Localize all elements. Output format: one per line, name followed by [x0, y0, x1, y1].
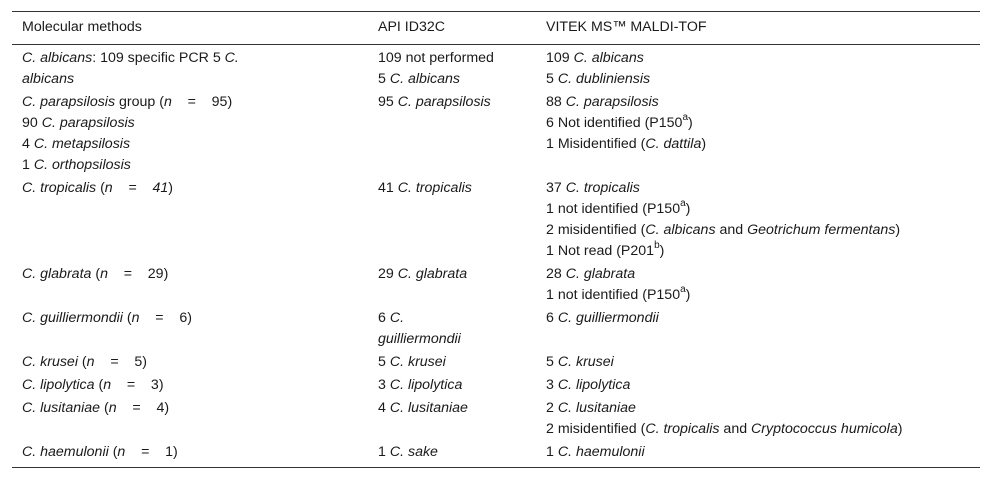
cell-text: (	[91, 266, 101, 282]
cell-text: 2 misidentified (	[546, 222, 646, 238]
taxon-name: C. krusei	[557, 354, 614, 370]
cell-line	[546, 48, 974, 69]
taxon-name: C. haemulonii	[22, 444, 109, 460]
taxon-name: C. albicans	[22, 50, 93, 66]
cell-api-id32c	[368, 91, 536, 177]
cell-text: = 29)	[107, 266, 169, 282]
cell-vitek-ms	[536, 177, 980, 263]
taxon-name: C. tropicalis	[397, 180, 472, 196]
cell-api-id32c	[368, 45, 536, 92]
table-row	[12, 177, 980, 263]
cell-molecular-method	[12, 45, 368, 92]
cell-text: group (	[115, 94, 164, 110]
footnote-marker: b	[654, 240, 660, 252]
cell-line	[378, 48, 530, 69]
taxon-name: C. albicans	[389, 71, 461, 87]
cell-line	[546, 308, 974, 329]
cell-line	[22, 398, 362, 419]
taxon-name: C.	[224, 50, 239, 66]
cell-line	[378, 442, 530, 463]
cell-line	[546, 178, 974, 199]
cell-line	[22, 264, 362, 285]
cell-line	[546, 264, 974, 285]
taxon-name: C. dubliniensis	[557, 71, 651, 87]
taxon-name: C. glabrata	[22, 266, 92, 282]
cell-line	[22, 442, 362, 463]
cell-vitek-ms	[536, 263, 980, 307]
taxon-name: n	[86, 354, 95, 370]
cell-vitek-ms	[536, 307, 980, 351]
cell-line	[22, 375, 362, 396]
header-vitek-ms: VITEK MS™ MALDI-TOF	[536, 12, 980, 45]
cell-line	[546, 199, 974, 220]
taxon-name: C. dattila	[645, 136, 702, 152]
cell-vitek-ms	[536, 91, 980, 177]
table-header	[12, 12, 980, 45]
cell-text: )	[168, 180, 174, 196]
cell-line	[22, 308, 362, 329]
cell-line	[22, 134, 362, 155]
taxon-name: C. tropicalis	[565, 180, 640, 196]
cell-line	[22, 113, 362, 134]
taxon-name: C. tropicalis	[645, 421, 720, 437]
cell-text: and	[715, 222, 748, 238]
cell-line	[22, 69, 362, 90]
cell-molecular-method	[12, 307, 368, 351]
taxon-name: Cryptococcus humicola	[751, 421, 898, 437]
cell-line	[546, 113, 974, 134]
cell-text: )	[897, 421, 903, 437]
cell-text: )	[688, 115, 693, 131]
cell-line	[546, 375, 974, 396]
cell-text: 5	[378, 71, 390, 87]
taxon-name: C. albicans	[645, 222, 716, 238]
cell-text: = 5)	[94, 354, 147, 370]
identification-comparison-table	[12, 11, 980, 468]
cell-text: 1 not identified (P150	[546, 287, 681, 303]
taxon-name: Geotrichum fermentans	[747, 222, 896, 238]
taxon-name: n	[108, 400, 117, 416]
taxon-name: n	[117, 444, 126, 460]
cell-line	[378, 69, 530, 90]
cell-text: )	[685, 201, 691, 217]
cell-vitek-ms	[536, 374, 980, 397]
header-api-id32c: API ID32C	[368, 12, 536, 45]
taxon-name: C. parapsilosis	[565, 94, 659, 110]
cell-line	[546, 419, 974, 440]
taxon-name: C. guilliermondii	[557, 310, 659, 326]
table-row	[12, 263, 980, 307]
cell-text: 90	[22, 115, 42, 131]
cell-api-id32c	[368, 441, 536, 468]
table-row	[12, 441, 980, 468]
results-table-container	[12, 11, 980, 468]
cell-text: 3	[546, 377, 558, 393]
cell-line	[378, 329, 530, 350]
cell-line	[378, 308, 530, 329]
cell-text: 6 Not identified (P150	[546, 115, 683, 131]
taxon-name: guilliermondii	[378, 331, 461, 347]
cell-molecular-method	[12, 374, 368, 397]
cell-text: 29	[378, 266, 398, 282]
taxon-name: C. metapsilosis	[33, 136, 131, 152]
cell-line	[22, 352, 362, 373]
cell-line	[378, 178, 530, 199]
cell-text: (	[77, 354, 87, 370]
cell-line	[546, 220, 974, 241]
cell-line	[378, 375, 530, 396]
cell-vitek-ms	[536, 45, 980, 92]
taxon-name: C. haemulonii	[557, 444, 645, 460]
cell-text: 1 not identified (P150	[546, 201, 681, 217]
cell-text: )	[659, 243, 665, 259]
table-body	[12, 45, 980, 468]
table-row	[12, 397, 980, 441]
cell-molecular-method	[12, 177, 368, 263]
taxon-name: 41	[152, 180, 169, 196]
cell-text: 88	[546, 94, 566, 110]
cell-line	[546, 352, 974, 373]
cell-text: 5	[546, 354, 558, 370]
taxon-name: n	[103, 377, 112, 393]
taxon-name: C. sake	[389, 444, 438, 460]
cell-text: 109 not performed	[378, 50, 494, 66]
cell-text: : 109 specific PCR 5	[92, 50, 225, 66]
cell-text: )	[895, 222, 901, 238]
cell-text: (	[96, 180, 105, 196]
header-molecular-methods: Molecular methods	[12, 12, 368, 45]
cell-line	[546, 134, 974, 155]
cell-text: and	[719, 421, 752, 437]
cell-text: 5	[546, 71, 558, 87]
taxon-name: C. orthopsilosis	[33, 157, 131, 173]
cell-text: (	[108, 444, 118, 460]
cell-api-id32c	[368, 307, 536, 351]
taxon-name: n	[100, 266, 108, 282]
cell-text: (	[94, 377, 104, 393]
taxon-name: C. lipolytica	[557, 377, 631, 393]
table-row	[12, 91, 980, 177]
taxon-name: C. lusitaniae	[389, 400, 468, 416]
taxon-name: C. albicans	[573, 50, 644, 66]
cell-molecular-method	[12, 91, 368, 177]
cell-text: 41	[378, 180, 398, 196]
footnote-marker: a	[680, 198, 686, 210]
taxon-name: C. guilliermondii	[22, 310, 123, 326]
cell-molecular-method	[12, 263, 368, 307]
cell-line	[22, 48, 362, 69]
cell-text: 1	[22, 157, 34, 173]
cell-text: 95	[378, 94, 398, 110]
header-row	[12, 12, 980, 45]
taxon-name: C. lipolytica	[22, 377, 95, 393]
taxon-name: C. krusei	[389, 354, 446, 370]
cell-text: 1	[378, 444, 390, 460]
taxon-name: C. glabrata	[397, 266, 468, 282]
taxon-name: C. lipolytica	[389, 377, 463, 393]
cell-molecular-method	[12, 441, 368, 468]
taxon-name: C. parapsilosis	[22, 94, 116, 110]
cell-text: 4	[378, 400, 390, 416]
cell-text: )	[701, 136, 707, 152]
cell-text: 109	[546, 50, 574, 66]
cell-line	[22, 178, 362, 199]
taxon-name: C.	[389, 310, 405, 326]
cell-text: = 1)	[125, 444, 178, 460]
cell-molecular-method	[12, 397, 368, 441]
cell-vitek-ms	[536, 441, 980, 468]
table-row	[12, 374, 980, 397]
cell-text: 3	[378, 377, 390, 393]
cell-text: 6	[378, 310, 390, 326]
cell-vitek-ms	[536, 397, 980, 441]
table-row	[12, 307, 980, 351]
taxon-name: C. lusitaniae	[22, 400, 101, 416]
cell-text: 37	[546, 180, 566, 196]
cell-text: 2 misidentified (	[546, 421, 646, 437]
taxon-name: C. lusitaniae	[557, 400, 636, 416]
table-row	[12, 351, 980, 374]
taxon-name: n	[163, 94, 172, 110]
cell-text: 1 Not read (P201	[546, 243, 655, 259]
cell-line	[546, 241, 974, 262]
cell-line	[22, 92, 362, 113]
cell-text: )	[685, 287, 691, 303]
cell-line	[22, 155, 362, 176]
cell-line	[546, 285, 974, 306]
cell-vitek-ms	[536, 351, 980, 374]
cell-line	[378, 92, 530, 113]
cell-text: = 95)	[171, 94, 233, 110]
cell-api-id32c	[368, 263, 536, 307]
footnote-marker: a	[680, 284, 686, 296]
cell-api-id32c	[368, 177, 536, 263]
cell-line	[546, 92, 974, 113]
taxon-name: C. tropicalis	[22, 180, 97, 196]
cell-text: 6	[546, 310, 558, 326]
footnote-marker: a	[682, 112, 689, 124]
cell-text: 2	[546, 400, 558, 416]
cell-text: (	[100, 400, 109, 416]
cell-molecular-method	[12, 351, 368, 374]
cell-line	[378, 264, 530, 285]
cell-text: 5	[378, 354, 390, 370]
cell-api-id32c	[368, 374, 536, 397]
cell-text: 1	[546, 444, 558, 460]
cell-text: 28	[546, 266, 566, 282]
cell-api-id32c	[368, 351, 536, 374]
taxon-name: C. parapsilosis	[397, 94, 491, 110]
cell-text: = 4)	[116, 400, 170, 416]
cell-line	[546, 398, 974, 419]
cell-line	[546, 69, 974, 90]
taxon-name: albicans	[22, 71, 75, 87]
cell-line	[378, 398, 530, 419]
cell-text: = 6)	[139, 310, 192, 326]
cell-text: = 3)	[111, 377, 164, 393]
cell-line	[378, 352, 530, 373]
taxon-name: C. parapsilosis	[41, 115, 135, 131]
taxon-name: n	[104, 180, 113, 196]
cell-line	[546, 442, 974, 463]
taxon-name: n	[131, 310, 140, 326]
cell-text: =	[112, 180, 153, 196]
taxon-name: C. krusei	[22, 354, 78, 370]
cell-text: 1 Misidentified (	[546, 136, 646, 152]
cell-text: (	[122, 310, 132, 326]
cell-text: 4	[22, 136, 34, 152]
table-row	[12, 45, 980, 92]
taxon-name: C. glabrata	[565, 266, 636, 282]
cell-api-id32c	[368, 397, 536, 441]
